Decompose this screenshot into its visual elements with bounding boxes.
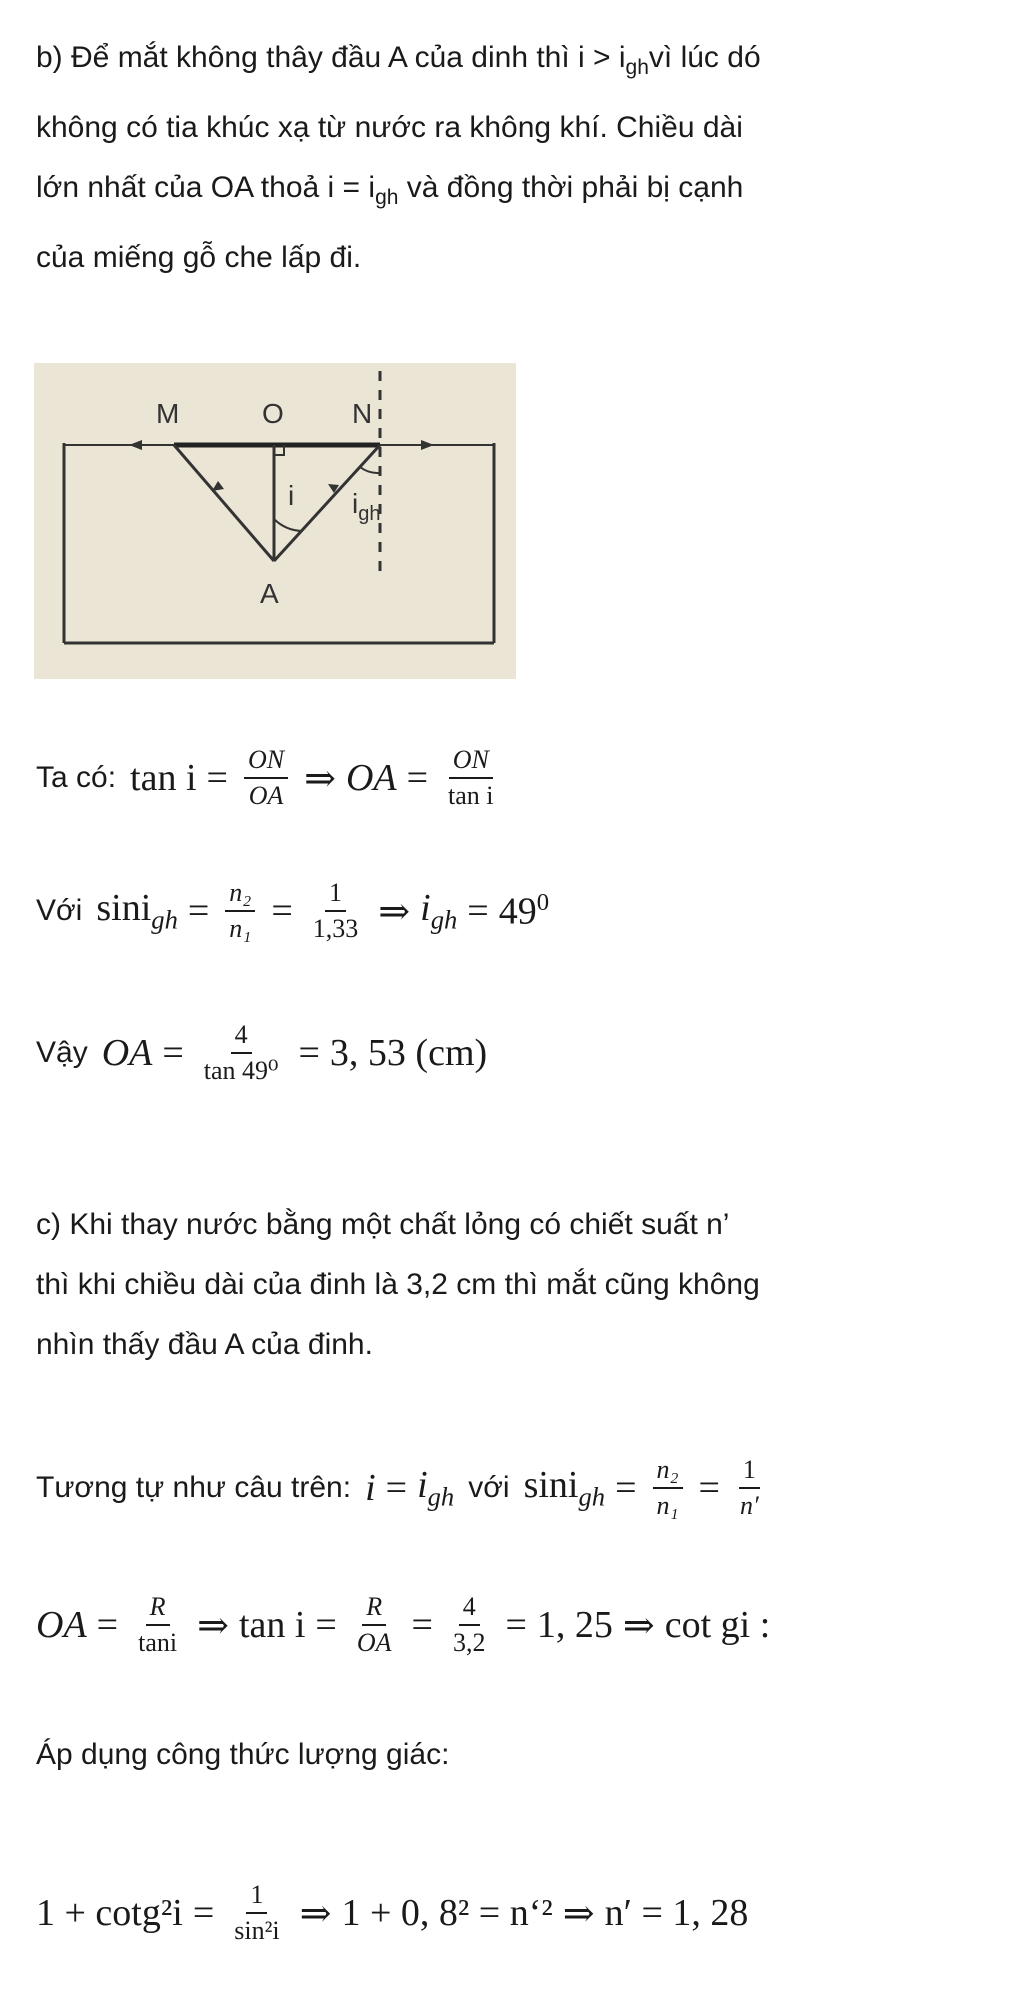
label-a: A [260,578,279,609]
part-b-line-2: không có tia khúc xạ từ nước ra không khí. Chiều dài [36,111,743,144]
fraction: $\frac{4}{3,2}$ [452,1592,486,1657]
part-b-paragraph [36,28,996,288]
part-b-line-3: lớn nhất của OA thoả $i = i_{gh}$ và đồng thời phải bị cạnh [36,171,744,209]
equation-sin-igh: Với sini$_{gh}$ = $\frac{\text{n₂}}{\text{n₁}}$ = $\frac{1}{1,33}$ ⇒ $i_{gh}$ = $49^0$ [36,878,550,943]
fraction: $\frac{ON}{OA}$ [244,745,288,811]
label-i: i [288,480,295,511]
part-c-line-2: thì khi chiều dài của đinh là 3,2 cm thì mắt cũng không [36,1268,760,1301]
fraction: $\frac{1}{n'}$ [739,1455,759,1520]
apply-text: Áp dụng công thức lượng giác: [36,1738,450,1771]
equation-tan-value: OA = $\frac{R}{\tan i}$ ⇒ tan i = $\frac{R}{OA}$ = $\frac{4}{3,2}$ = 1, 25 ⇒ cot gi : [36,1592,771,1657]
figure-diagram [34,363,516,679]
equation-oa-value: Vậy OA = $\frac{4}{\text{tan 49⁰}}$ = 3, 53 (cm) [36,1020,488,1085]
fraction: $\frac{R}{OA}$ [356,1592,392,1657]
fraction: $\frac{1}{1,33}$ [312,878,359,943]
fraction: $\frac{ON}{\text{tan i}}$ [448,745,494,810]
equation-n-prime: 1 + cotg²i = $\frac{1}{\text{sin²i}}$ ⇒ 1 + 0, 8² = n‘² ⇒ n′ = 1, 28 [36,1880,749,1945]
equation-tan-i: Ta có: tan i = $\frac{ON}{OA}$ ⇒ OA = $\frac{ON}{\text{tan i}}$ [36,745,504,811]
part-c-paragraph [36,1195,996,1375]
label-m: M [156,398,180,429]
nail-figure [34,363,516,679]
fraction: $\frac{\text{n₂}}{\text{n₁}}$ [225,878,255,944]
label-igh: $i_{gh}$ [352,488,381,525]
equation-similar: Tương tự như câu trên: i = $i_{gh}$ với sini$_{gh}$ = $\frac{\text{n₂}}{\text{n₁}}$ = $\frac{1}{n'}$ [36,1455,769,1521]
part-c-line-3: nhìn thấy đầu A của đinh. [36,1328,373,1361]
fraction: $\frac{R}{\tan i}$ [138,1592,178,1657]
fraction: $\frac{4}{\text{tan 49⁰}}$ [203,1020,279,1085]
part-c-line-1: c) Khi thay nước bằng một chất lỏng có chiết suất n’ [36,1208,730,1241]
fraction: $\frac{1}{\text{sin²i}}$ [234,1880,280,1945]
label-n: N [352,398,373,429]
fraction: $\frac{\text{n₂}}{\text{n₁}}$ [653,1455,683,1521]
part-b-line-1: b) Để mắt không thây đầu A của dinh thì $i > i_{gh}vì$ lúc dó [36,41,761,79]
label-o: O [262,398,284,429]
part-b-line-4: của miếng gỗ che lấp đi. [36,241,362,274]
